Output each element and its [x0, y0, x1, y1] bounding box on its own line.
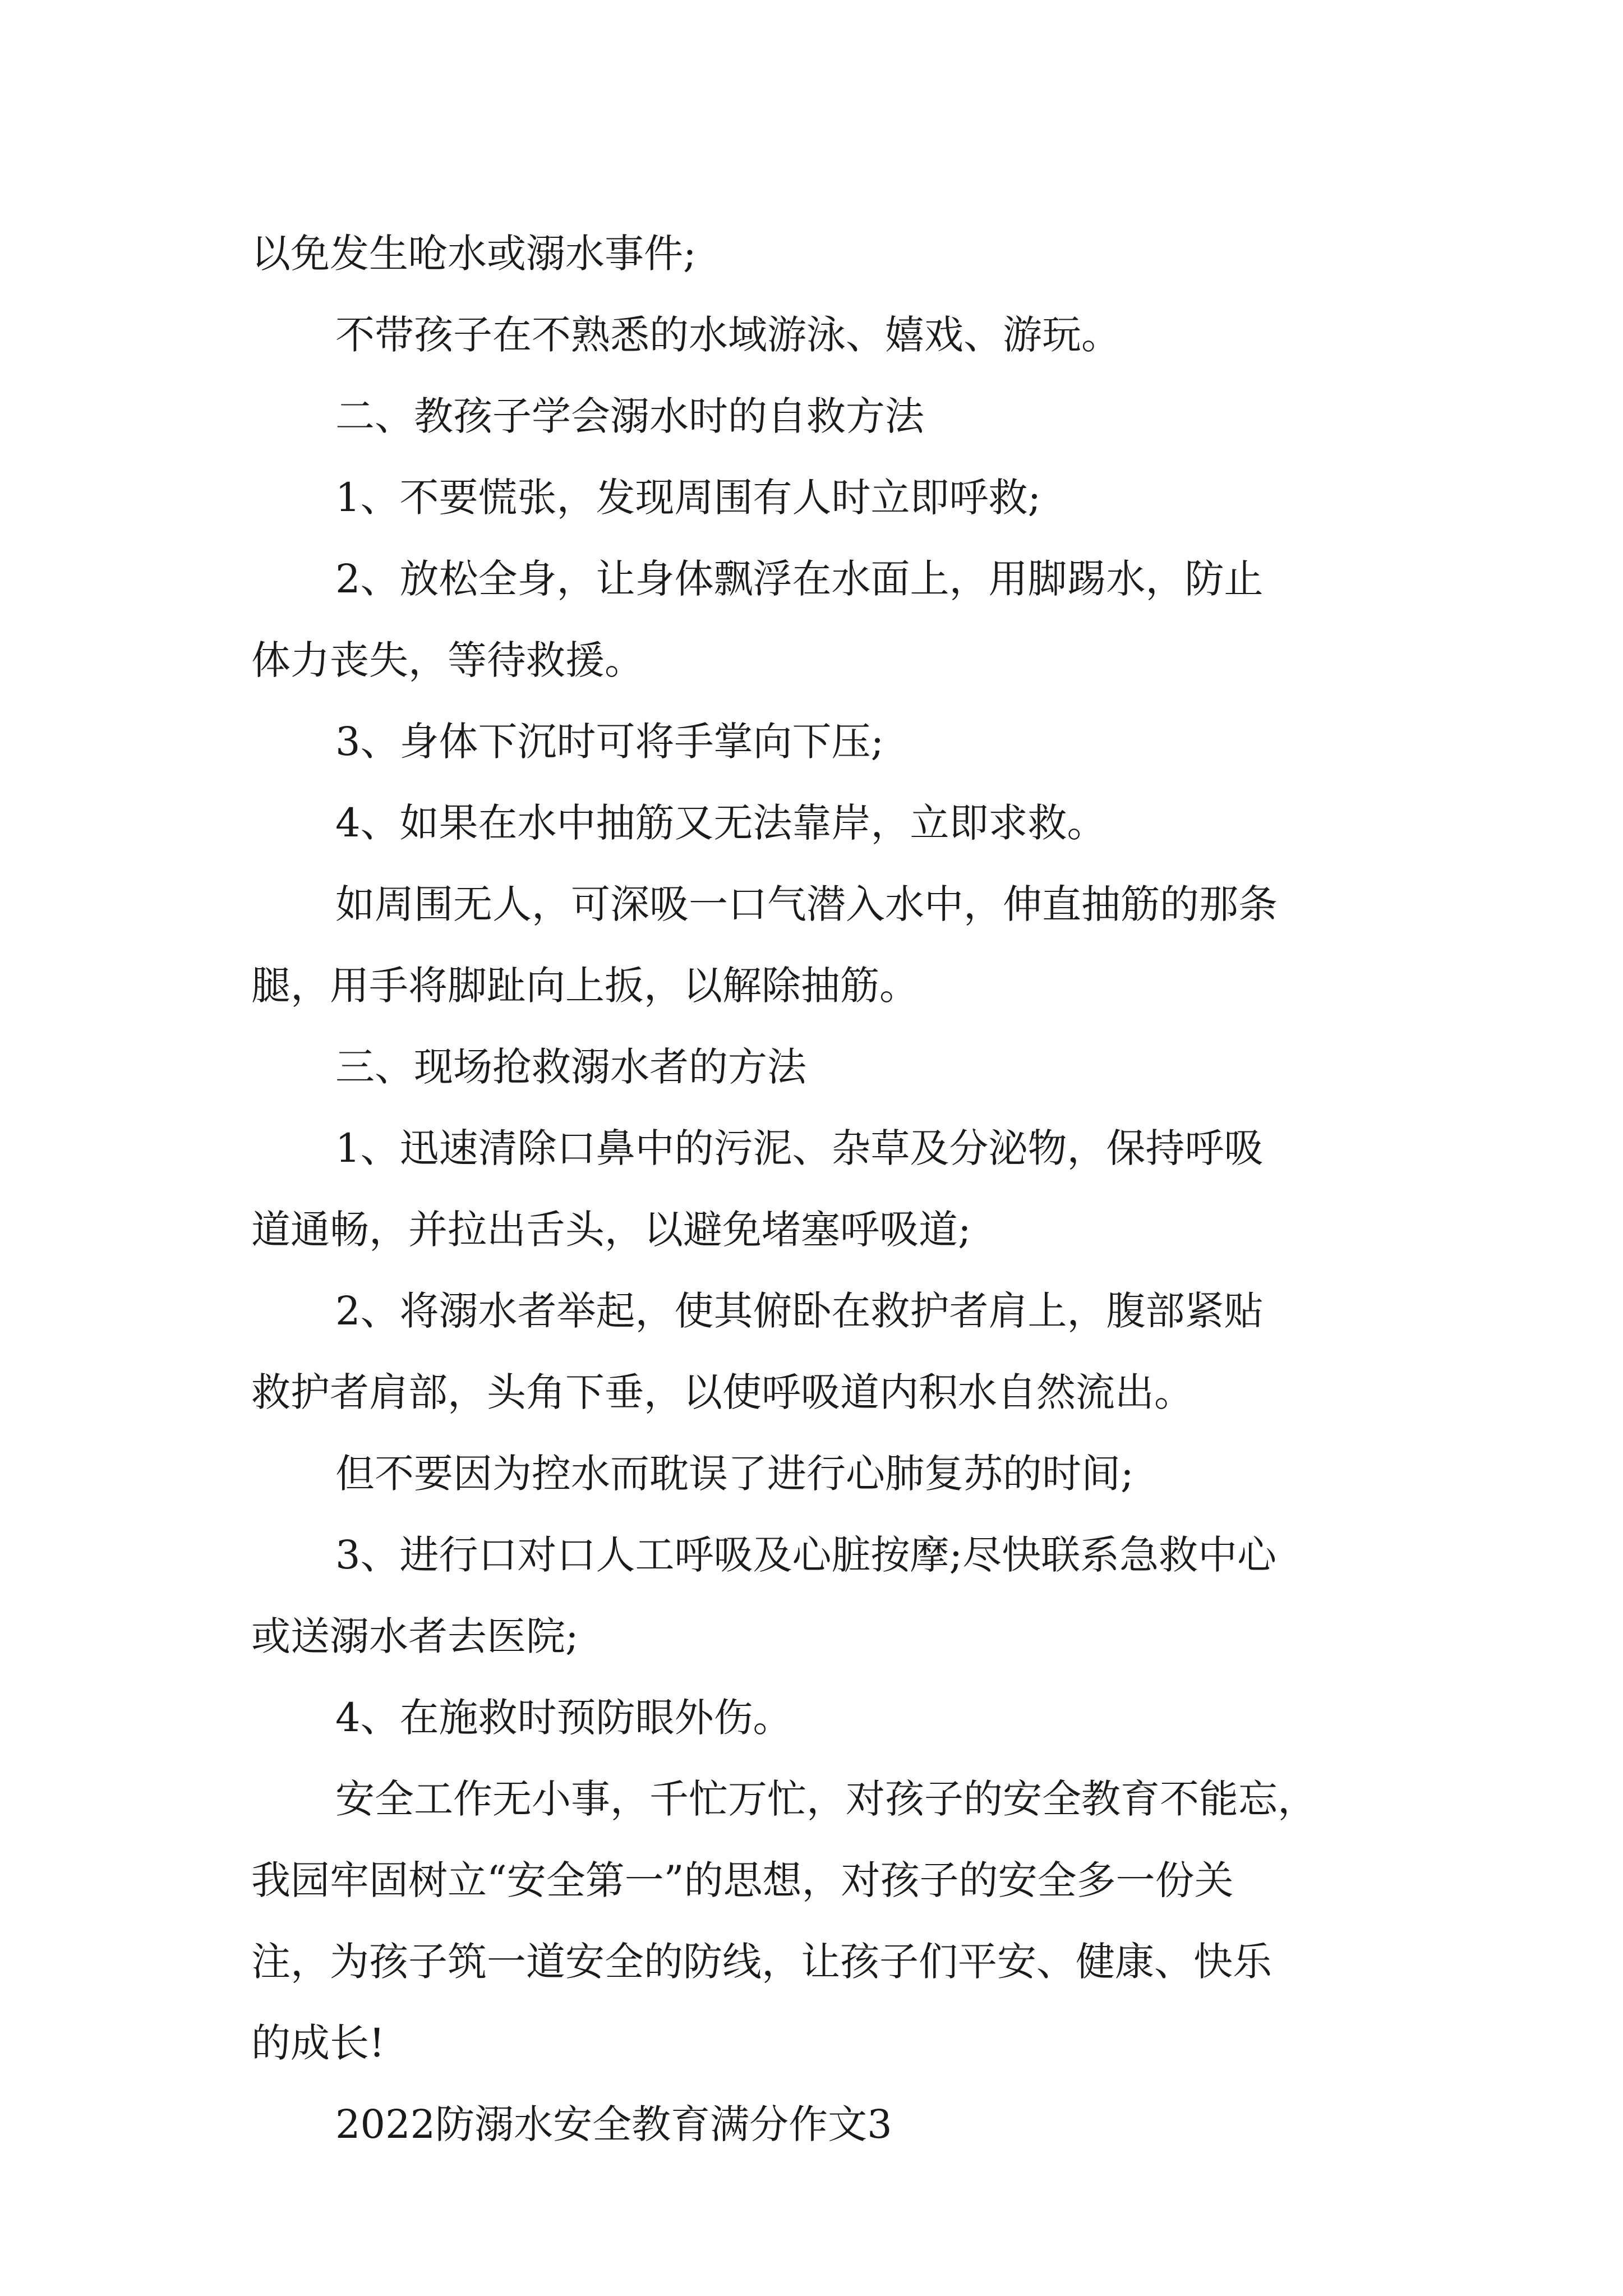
text-line: 腿，用手将脚趾向上扳，以解除抽筋。 [251, 963, 919, 1009]
text-line: 4、如果在水中抽筋又无法靠岸，立即求救。 [335, 800, 1106, 846]
text-line: 不带孩子在不熟悉的水域游泳、嬉戏、游玩。 [335, 312, 1121, 358]
text-line: 道通畅，并拉出舌头，以避免堵塞呼吸道; [251, 1207, 971, 1253]
text-line: 救护者肩部，头角下垂，以使呼吸道内积水自然流出。 [251, 1369, 1193, 1415]
text-line: 我园牢固树立“安全第一”的思想，对孩子的安全多一份关 [251, 1857, 1234, 1903]
text-line: 以免发生呛水或溺水事件; [251, 231, 697, 277]
text-line: 的成长! [251, 2020, 385, 2066]
text-line: 1、迅速清除口鼻中的污泥、杂草及分泌物，保持呼吸 [335, 1125, 1264, 1171]
text-line: 3、进行口对口人工呼吸及心脏按摩;尽快联系急救中心 [335, 1532, 1277, 1578]
text-line: 体力丧失，等待救援。 [251, 637, 644, 683]
text-line: 安全工作无小事，千忙万忙，对孩子的安全教育不能忘， [335, 1776, 1317, 1822]
text-line: 注，为孩子筑一道安全的防线，让孩子们平安、健康、快乐 [251, 1939, 1272, 1985]
text-line: 1、不要慌张，发现周围有人时立即呼救; [335, 475, 1041, 521]
document-body [251, 213, 1395, 2165]
text-line: 但不要因为控水而耽误了进行心肺复苏的时间; [335, 1451, 1134, 1497]
text-line: 2、放松全身，让身体飘浮在水面上，用脚踢水，防止 [335, 556, 1264, 602]
text-line: 3、身体下沉时可将手掌向下压; [335, 719, 884, 765]
text-line: 如周围无人，可深吸一口气潜入水中，伸直抽筋的那条 [335, 881, 1278, 927]
text-line: 或送溺水者去医院; [251, 1613, 579, 1659]
section-heading: 三、现场抢救溺水者的方法 [335, 1044, 806, 1090]
text-line: 2、将溺水者举起，使其俯卧在救护者肩上，腹部紧贴 [335, 1288, 1264, 1334]
section-heading: 二、教孩子学会溺水时的自救方法 [335, 393, 924, 439]
text-line: 4、在施救时预防眼外伤。 [335, 1695, 792, 1741]
essay-title: 2022防溺水安全教育满分作文3 [335, 2101, 892, 2147]
